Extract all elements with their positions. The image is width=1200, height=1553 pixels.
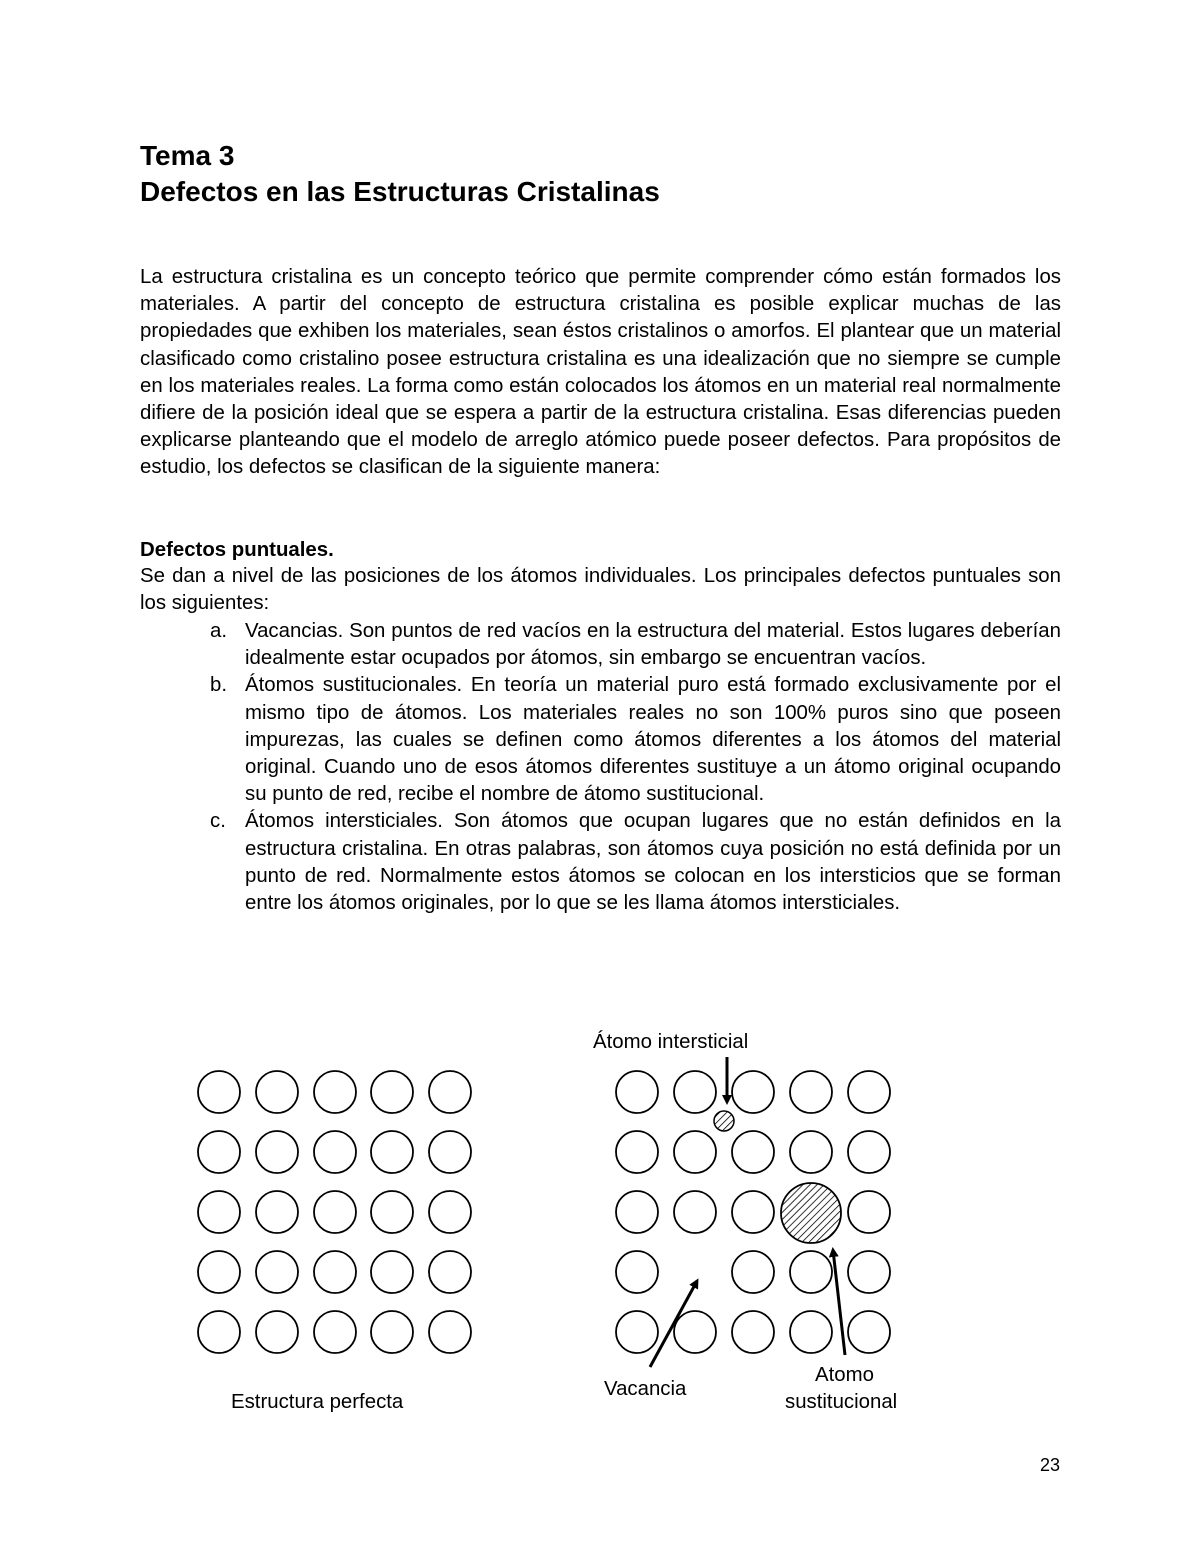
perfect-structure-caption: Estructura perfecta: [231, 1391, 404, 1413]
atom: [429, 1251, 471, 1293]
atom: [256, 1251, 298, 1293]
list-marker: b.: [210, 674, 228, 697]
atom: [256, 1191, 298, 1233]
atom: [198, 1191, 240, 1233]
intro-paragraph: La estructura cristalina es un concepto teórico que permite comprender cómo están formados los materiales. A partir del concepto de estructura cristalina es posible explicar muchas de las propiedades que exhiben los materiales, sean éstos cristalinos o amorfos. El plantear que un material clasificado como cristalino posee estructura cristalina es una idealización que no siempre se cumple en los materiales reales. La forma como están colocados los átomos en un material real normalmente difiere de la posición ideal que se espera a partir de la estructura cristalina. Esas diferencias pueden explicarse planteando que el modelo de arreglo atómico puede poseer defectos. Para propósitos de estudio, los defectos se clasifican de la siguiente manera:: [140, 266, 1061, 479]
list-marker: c.: [210, 810, 226, 833]
atom: [790, 1131, 832, 1173]
list-item-text: Vacancias. Son puntos de red vacíos en la estructura del material. Estos lugares deberían idealmente estar ocupados por átomos, sin embargo se encuentran vacíos.: [245, 620, 1061, 670]
title-line-1: Tema 3: [140, 140, 235, 171]
page-number: 23: [1040, 1455, 1061, 1475]
atom: [790, 1071, 832, 1113]
atom: [674, 1191, 716, 1233]
atom: [371, 1251, 413, 1293]
section-text: Se dan a nivel de las posiciones de los átomos individuales. Los principales defectos puntuales son los siguientes:: [140, 565, 1061, 615]
atom: [198, 1071, 240, 1113]
atom: [732, 1251, 774, 1293]
atom: [256, 1131, 298, 1173]
atom: [848, 1131, 890, 1173]
atom: [616, 1311, 658, 1353]
atom: [848, 1311, 890, 1353]
interstitial-label: Átomo intersticial: [593, 1031, 749, 1053]
title-line-2: Defectos en las Estructuras Cristalinas: [140, 176, 660, 207]
atom: [371, 1071, 413, 1113]
crystal-defects-figure: [0, 1020, 1200, 1440]
atom: [314, 1071, 356, 1113]
atom: [848, 1191, 890, 1233]
atom: [256, 1311, 298, 1353]
atom: [616, 1191, 658, 1233]
list-item-text: Átomos intersticiales. Son átomos que ocupan lugares que no están definidos en la estructura cristalina. En otras palabras, son átomos cuya posición no está definida por un punto de red. Normalmente estos átomos se colocan en los intersticios que se forman entre los átomos originales, por lo que se les llama átomos intersticiales.: [245, 810, 1061, 915]
atom: [429, 1071, 471, 1113]
atom: [732, 1191, 774, 1233]
list-marker: a.: [210, 620, 228, 642]
atom: [616, 1131, 658, 1173]
atom: [616, 1251, 658, 1293]
defect-list: [140, 618, 1061, 917]
atom: [314, 1131, 356, 1173]
atom: [732, 1071, 774, 1113]
atom: [848, 1071, 890, 1113]
substitutional-label-line2: sustitucional: [785, 1391, 898, 1413]
list-item-text: Átomos sustitucionales. En teoría un material puro está formado exclusivamente por el mismo tipo de átomos. Los materiales reales no son 100% puros sino que poseen impurezas, las cuales se definen como átomos diferentes a los átomos del material original. Cuando uno de esos átomos diferentes sustituye a un átomo original ocupando su punto de red, recibe el nombre de átomo sustitucional.: [245, 674, 1061, 806]
vacancy-label: Vacancia: [604, 1378, 687, 1400]
atom: [732, 1311, 774, 1353]
atom: [314, 1251, 356, 1293]
atom: [674, 1131, 716, 1173]
atom: [429, 1191, 471, 1233]
substitutional-label-line1: Atomo: [815, 1364, 874, 1386]
section-heading: Defectos puntuales.: [140, 539, 334, 561]
page-title: [140, 138, 660, 210]
atom: [256, 1071, 298, 1113]
atom: [429, 1311, 471, 1353]
list-item: [140, 618, 1061, 672]
substitutional-arrow: [833, 1250, 845, 1355]
atom: [674, 1071, 716, 1113]
atom: [848, 1251, 890, 1293]
atom: [616, 1071, 658, 1113]
atom: [198, 1131, 240, 1173]
perfect-lattice: [198, 1071, 471, 1353]
atom: [371, 1131, 413, 1173]
atom: [790, 1251, 832, 1293]
atom: [314, 1191, 356, 1233]
atom: [371, 1191, 413, 1233]
atom: [314, 1311, 356, 1353]
atom: [674, 1311, 716, 1353]
atom: [371, 1311, 413, 1353]
substitutional-atom: [781, 1183, 841, 1243]
atom: [732, 1131, 774, 1173]
list-item: [140, 672, 1061, 808]
defective-lattice: [616, 1071, 890, 1353]
atom: [790, 1311, 832, 1353]
atom: [429, 1131, 471, 1173]
atom: [198, 1311, 240, 1353]
interstitial-atom: [714, 1111, 734, 1131]
list-item: [140, 808, 1061, 917]
atom: [198, 1251, 240, 1293]
